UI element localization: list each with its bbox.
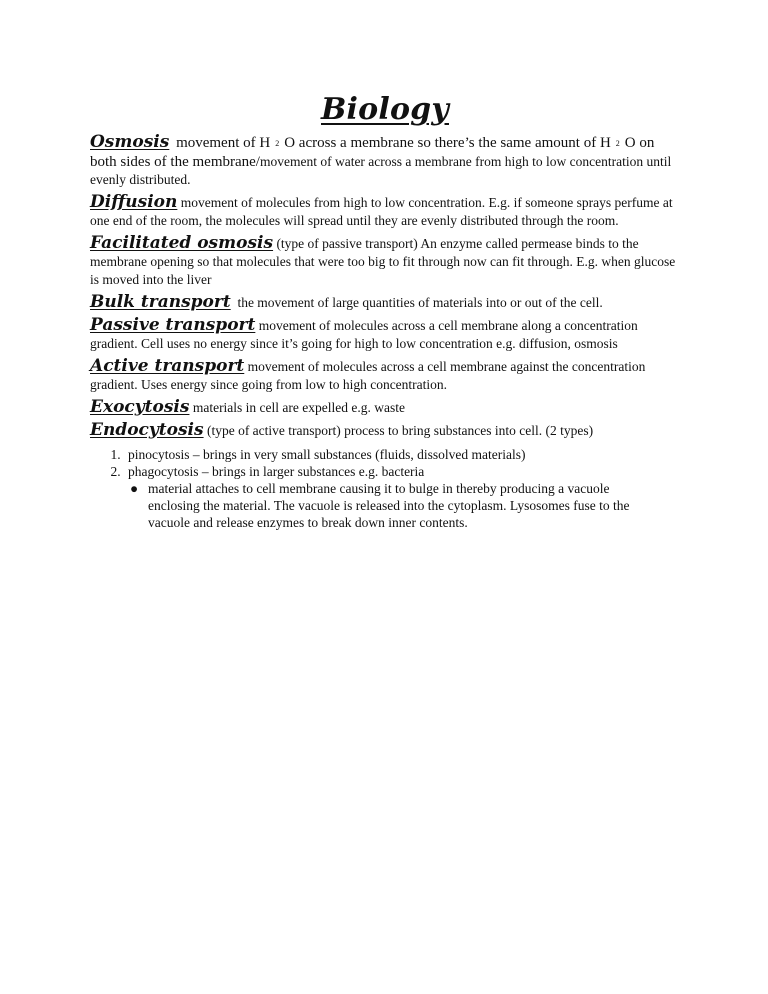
term-exocytosis: Exocytosis <box>90 397 190 417</box>
definition-active-transport: movement of molecules across a cell membrane against the concentration gradient. Uses energy since going from low to high concentration. <box>90 359 646 392</box>
entry-exocytosis <box>90 398 680 417</box>
list-item-phagocytosis <box>124 463 680 531</box>
definition-bulk-transport: the movement of large quantities of materials into or out of the cell. <box>237 295 603 310</box>
entry-active-transport <box>90 357 680 394</box>
entry-bulk-transport <box>90 293 680 312</box>
entry-osmosis <box>90 133 680 189</box>
phagocytosis-detail-text: material attaches to cell membrane causing it to bulge in thereby producing a vacuole enclosing the material. The vacuole is released into the cytoplasm. Lysosomes fuse to the vacuole and release enzymes to break down inner contents. <box>148 481 630 530</box>
entry-facilitated-osmosis <box>90 234 680 289</box>
term-endocytosis: Endocytosis <box>90 420 204 440</box>
entry-passive-transport <box>90 316 680 353</box>
term-osmosis: Osmosis <box>90 132 170 152</box>
definition-diffusion: movement of molecules from high to low concentration. E.g. if someone sprays perfume at one end of the room, the molecules will spread until they are evenly distributed through the room. <box>90 195 673 228</box>
endocytosis-types-list <box>90 446 680 531</box>
list-item-pinocytosis <box>124 446 680 463</box>
phagocytosis-detail-list <box>128 480 648 531</box>
osmosis-subscript-2: 2 <box>615 139 620 148</box>
definition-exocytosis: materials in cell are expelled e.g. waste <box>192 400 405 415</box>
osmosis-tail-big: O on both sides of the membrane/ <box>90 135 655 170</box>
term-active-transport: Active transport <box>90 356 245 376</box>
pinocytosis-text: pinocytosis – brings in very small substances (fluids, dissolved materials) <box>128 447 526 462</box>
osmosis-mid: O across a membrane so there’s the same amount of H <box>284 135 611 151</box>
document-page <box>90 92 680 531</box>
term-passive-transport: Passive transport <box>90 315 256 335</box>
term-facilitated-osmosis: Facilitated osmosis <box>90 233 274 253</box>
bullet-icon: ● <box>130 481 139 496</box>
page-title: Biology <box>321 92 449 127</box>
entry-endocytosis <box>90 421 680 440</box>
phagocytosis-text: phagocytosis – brings in larger substances e.g. bacteria <box>128 464 425 479</box>
list-item-phagocytosis-detail <box>130 480 648 531</box>
definition-facilitated-osmosis: (type of passive transport) An enzyme called permease binds to the membrane opening so that molecules that were too big to fit through now can fit through. E.g. when glucose is moved into the liver <box>90 236 676 287</box>
term-bulk-transport: Bulk transport <box>90 292 231 312</box>
definition-endocytosis: (type of active transport) process to bring substances into cell. (2 types) <box>206 423 594 438</box>
osmosis-subscript-1: 2 <box>275 139 280 148</box>
osmosis-lead: movement of H <box>176 135 271 151</box>
osmosis-tail: movement of water across a membrane from high to low concentration until evenly distributed. <box>90 154 672 187</box>
definition-passive-transport: movement of molecules across a cell membrane along a concentration gradient. Cell uses no energy since it’s going for high to low concentration e.g. diffusion, osmosis <box>90 318 638 351</box>
entry-diffusion <box>90 193 680 230</box>
term-diffusion: Diffusion <box>90 192 178 212</box>
